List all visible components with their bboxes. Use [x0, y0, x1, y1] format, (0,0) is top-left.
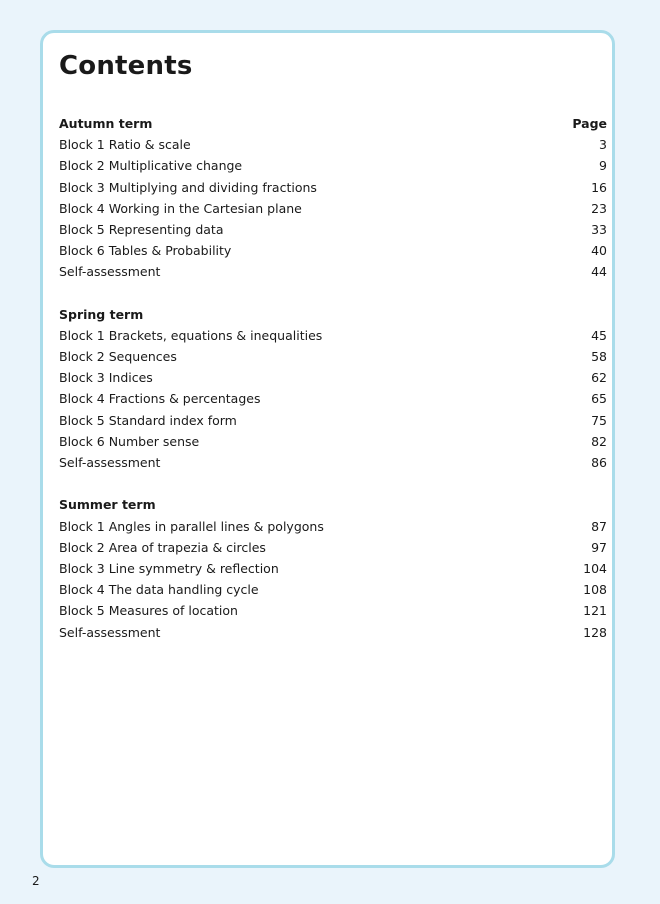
toc-entry-page: 128: [583, 624, 607, 640]
toc-entry-label: Block 1 Angles in parallel lines & polygons: [59, 518, 324, 534]
toc-entry-page: 82: [591, 433, 607, 449]
toc-entry-label: Block 5 Measures of location: [59, 603, 238, 619]
toc-entry-label: Block 5 Standard index form: [59, 412, 237, 428]
toc-entry-page: 23: [591, 200, 607, 216]
toc-entry[interactable]: [59, 325, 607, 346]
toc-entry-label: Block 2 Area of trapezia & circles: [59, 539, 266, 555]
contents-card: [40, 30, 615, 868]
toc-entry-page: 16: [591, 179, 607, 195]
toc-entry-page: 3: [599, 137, 607, 153]
toc-entry-page: 75: [591, 412, 607, 428]
page-column-label: Page: [572, 116, 607, 131]
toc-entry[interactable]: [59, 177, 607, 198]
section-spacer: [59, 283, 607, 304]
toc-entry[interactable]: [59, 579, 607, 600]
toc-entry-page: 33: [591, 221, 607, 237]
toc-entry-page: 58: [591, 349, 607, 365]
toc-entry-page: 121: [583, 603, 607, 619]
toc-entry-page: 97: [591, 539, 607, 555]
toc-entry[interactable]: [59, 367, 607, 388]
toc-entry-label: Self-assessment: [59, 624, 161, 640]
toc-entry[interactable]: [59, 558, 607, 579]
toc-entry[interactable]: [59, 261, 607, 282]
toc-entry-label: Block 2 Multiplicative change: [59, 158, 243, 174]
page-title: Contents: [59, 51, 193, 81]
toc-entry-page: 104: [583, 560, 607, 576]
toc-entry[interactable]: [59, 388, 607, 409]
toc-entry-label: Block 1 Brackets, equations & inequalities: [59, 327, 323, 343]
toc-entry[interactable]: [59, 537, 607, 558]
toc-entry[interactable]: [59, 600, 607, 621]
toc-entry[interactable]: [59, 155, 607, 176]
toc-entry-label: Block 3 Line symmetry & reflection: [59, 560, 279, 576]
section-header-summer: [59, 494, 607, 515]
toc-entry-page: 45: [591, 327, 607, 343]
toc-entry-page: 108: [583, 582, 607, 598]
toc-entry-label: Block 3 Multiplying and dividing fractions: [59, 179, 317, 195]
toc-entry-label: Block 2 Sequences: [59, 349, 177, 365]
toc-entry-page: 86: [591, 455, 607, 470]
toc-entry-page: 44: [591, 264, 607, 280]
toc-entry-page: 40: [591, 243, 607, 259]
toc-entry-label: Block 3 Indices: [59, 370, 153, 386]
toc-entry[interactable]: [59, 516, 607, 537]
section-header-spring: [59, 304, 607, 325]
toc-entry[interactable]: [59, 346, 607, 367]
page-number: 2: [32, 874, 40, 888]
toc-entry-label: Block 5 Representing data: [59, 221, 224, 237]
section-title: Summer term: [59, 497, 156, 513]
toc-entry[interactable]: [59, 622, 607, 643]
toc-entry[interactable]: [59, 240, 607, 261]
table-of-contents: [59, 113, 607, 643]
toc-entry-label: Self-assessment: [59, 455, 161, 470]
toc-entry-label: Block 6 Tables & Probability: [59, 243, 232, 259]
toc-entry-label: Block 6 Number sense: [59, 433, 200, 449]
toc-entry[interactable]: [59, 134, 607, 155]
toc-entry-label: Block 4 Working in the Cartesian plane: [59, 200, 302, 216]
toc-entry[interactable]: [59, 198, 607, 219]
toc-entry[interactable]: [59, 410, 607, 431]
toc-entry[interactable]: [59, 219, 607, 240]
section-title: Spring term: [59, 306, 144, 322]
section-title: Autumn term: [59, 116, 153, 131]
toc-entry-page: 65: [591, 391, 607, 407]
toc-entry[interactable]: [59, 452, 607, 473]
toc-entry-page: 9: [599, 158, 607, 174]
toc-entry-label: Block 4 The data handling cycle: [59, 582, 259, 598]
section-header-autumn: [59, 113, 607, 134]
toc-entry-page: 87: [591, 518, 607, 534]
toc-entry[interactable]: [59, 431, 607, 452]
section-spacer: [59, 473, 607, 494]
toc-entry-label: Block 4 Fractions & percentages: [59, 391, 261, 407]
toc-entry-label: Self-assessment: [59, 264, 161, 280]
toc-entry-page: 62: [591, 370, 607, 386]
toc-entry-label: Block 1 Ratio & scale: [59, 137, 191, 153]
